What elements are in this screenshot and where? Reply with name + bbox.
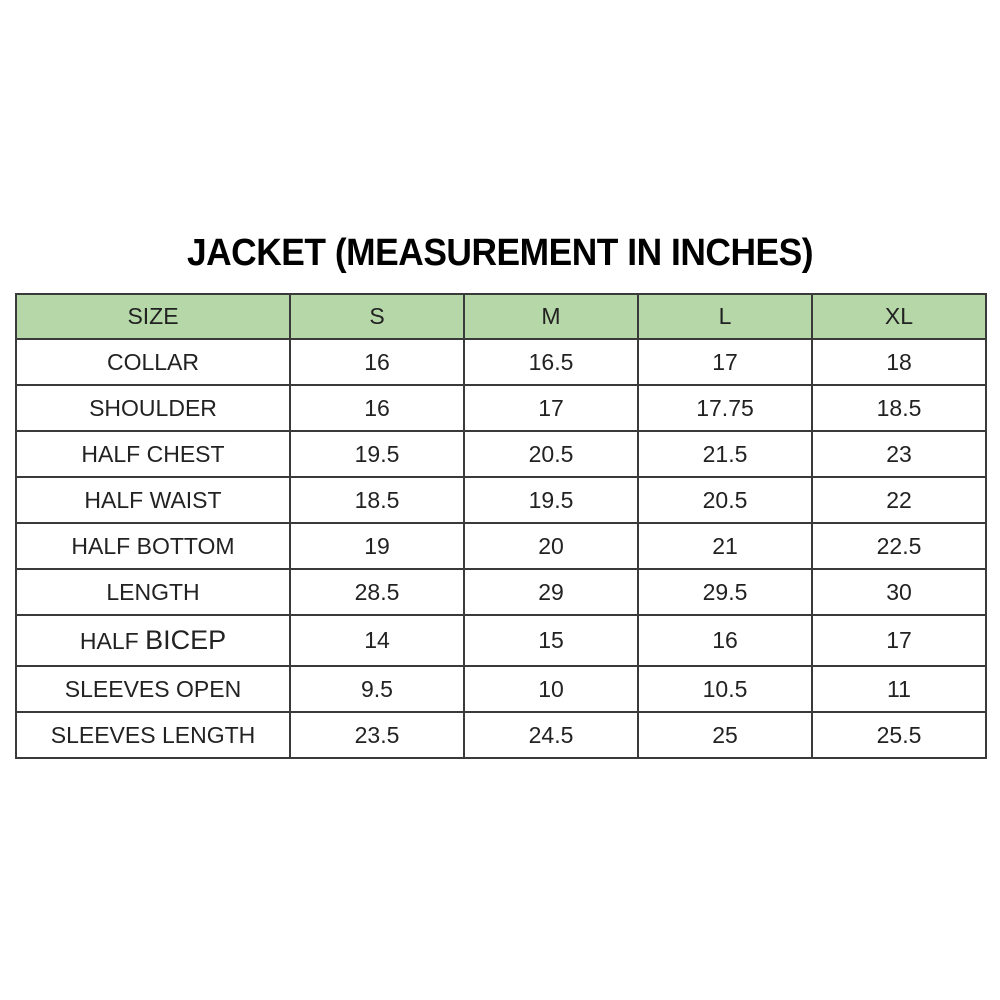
table-row xyxy=(16,712,986,758)
row-label-half-waist: HALF WAIST xyxy=(16,477,290,523)
table-cell: 20.5 xyxy=(464,431,638,477)
page-title: JACKET (MEASUREMENT IN INCHES) xyxy=(186,232,814,274)
row-label-sleeves-length: SLEEVES LENGTH xyxy=(16,712,290,758)
table-row xyxy=(16,523,986,569)
table-cell: 20 xyxy=(464,523,638,569)
row-label-length: LENGTH xyxy=(16,569,290,615)
table-cell: 21.5 xyxy=(638,431,812,477)
table-row xyxy=(16,666,986,712)
table-cell: 14 xyxy=(290,615,464,666)
table-cell: 10.5 xyxy=(638,666,812,712)
table-cell: 23.5 xyxy=(290,712,464,758)
table-cell: 18.5 xyxy=(812,385,986,431)
table-cell: 17 xyxy=(464,385,638,431)
table-cell: 28.5 xyxy=(290,569,464,615)
table-cell: 30 xyxy=(812,569,986,615)
table-cell: 17 xyxy=(638,339,812,385)
table-cell: 19.5 xyxy=(290,431,464,477)
table-row xyxy=(16,431,986,477)
header-s: S xyxy=(290,294,464,339)
table-cell: 17.75 xyxy=(638,385,812,431)
table-cell: 22.5 xyxy=(812,523,986,569)
table-cell: 19.5 xyxy=(464,477,638,523)
table-cell: 25 xyxy=(638,712,812,758)
table-cell: 16 xyxy=(290,339,464,385)
table-cell: 10 xyxy=(464,666,638,712)
table-cell: 11 xyxy=(812,666,986,712)
table-row xyxy=(16,569,986,615)
table-row xyxy=(16,477,986,523)
table-row xyxy=(16,385,986,431)
table-cell: 29 xyxy=(464,569,638,615)
row-label-shoulder: SHOULDER xyxy=(16,385,290,431)
table-cell: 16 xyxy=(638,615,812,666)
table-cell: 9.5 xyxy=(290,666,464,712)
row-label-half-bottom: HALF BOTTOM xyxy=(16,523,290,569)
row-label-half-bicep xyxy=(16,615,290,666)
row-label-collar: COLLAR xyxy=(16,339,290,385)
row-label-half-bicep-part1: HALF xyxy=(79,628,139,654)
table-cell: 16 xyxy=(290,385,464,431)
header-size: SIZE xyxy=(16,294,290,339)
table-cell: 21 xyxy=(638,523,812,569)
table-cell: 18.5 xyxy=(290,477,464,523)
table-cell: 15 xyxy=(464,615,638,666)
header-l: L xyxy=(638,294,812,339)
header-m: M xyxy=(464,294,638,339)
table-cell: 20.5 xyxy=(638,477,812,523)
table-cell: 17 xyxy=(812,615,986,666)
table-cell: 18 xyxy=(812,339,986,385)
table-cell: 25.5 xyxy=(812,712,986,758)
table-cell: 19 xyxy=(290,523,464,569)
row-label-half-chest: HALF CHEST xyxy=(16,431,290,477)
table-cell: 23 xyxy=(812,431,986,477)
row-label-sleeves-open: SLEEVES OPEN xyxy=(16,666,290,712)
table-row xyxy=(16,615,986,666)
table-row xyxy=(16,339,986,385)
row-label-half-bicep-part2: BICEP xyxy=(145,625,227,655)
header-xl: XL xyxy=(812,294,986,339)
table-cell: 24.5 xyxy=(464,712,638,758)
table-header-row xyxy=(16,294,986,339)
size-chart-table xyxy=(15,293,987,759)
table-cell: 22 xyxy=(812,477,986,523)
table-cell: 29.5 xyxy=(638,569,812,615)
table-cell: 16.5 xyxy=(464,339,638,385)
